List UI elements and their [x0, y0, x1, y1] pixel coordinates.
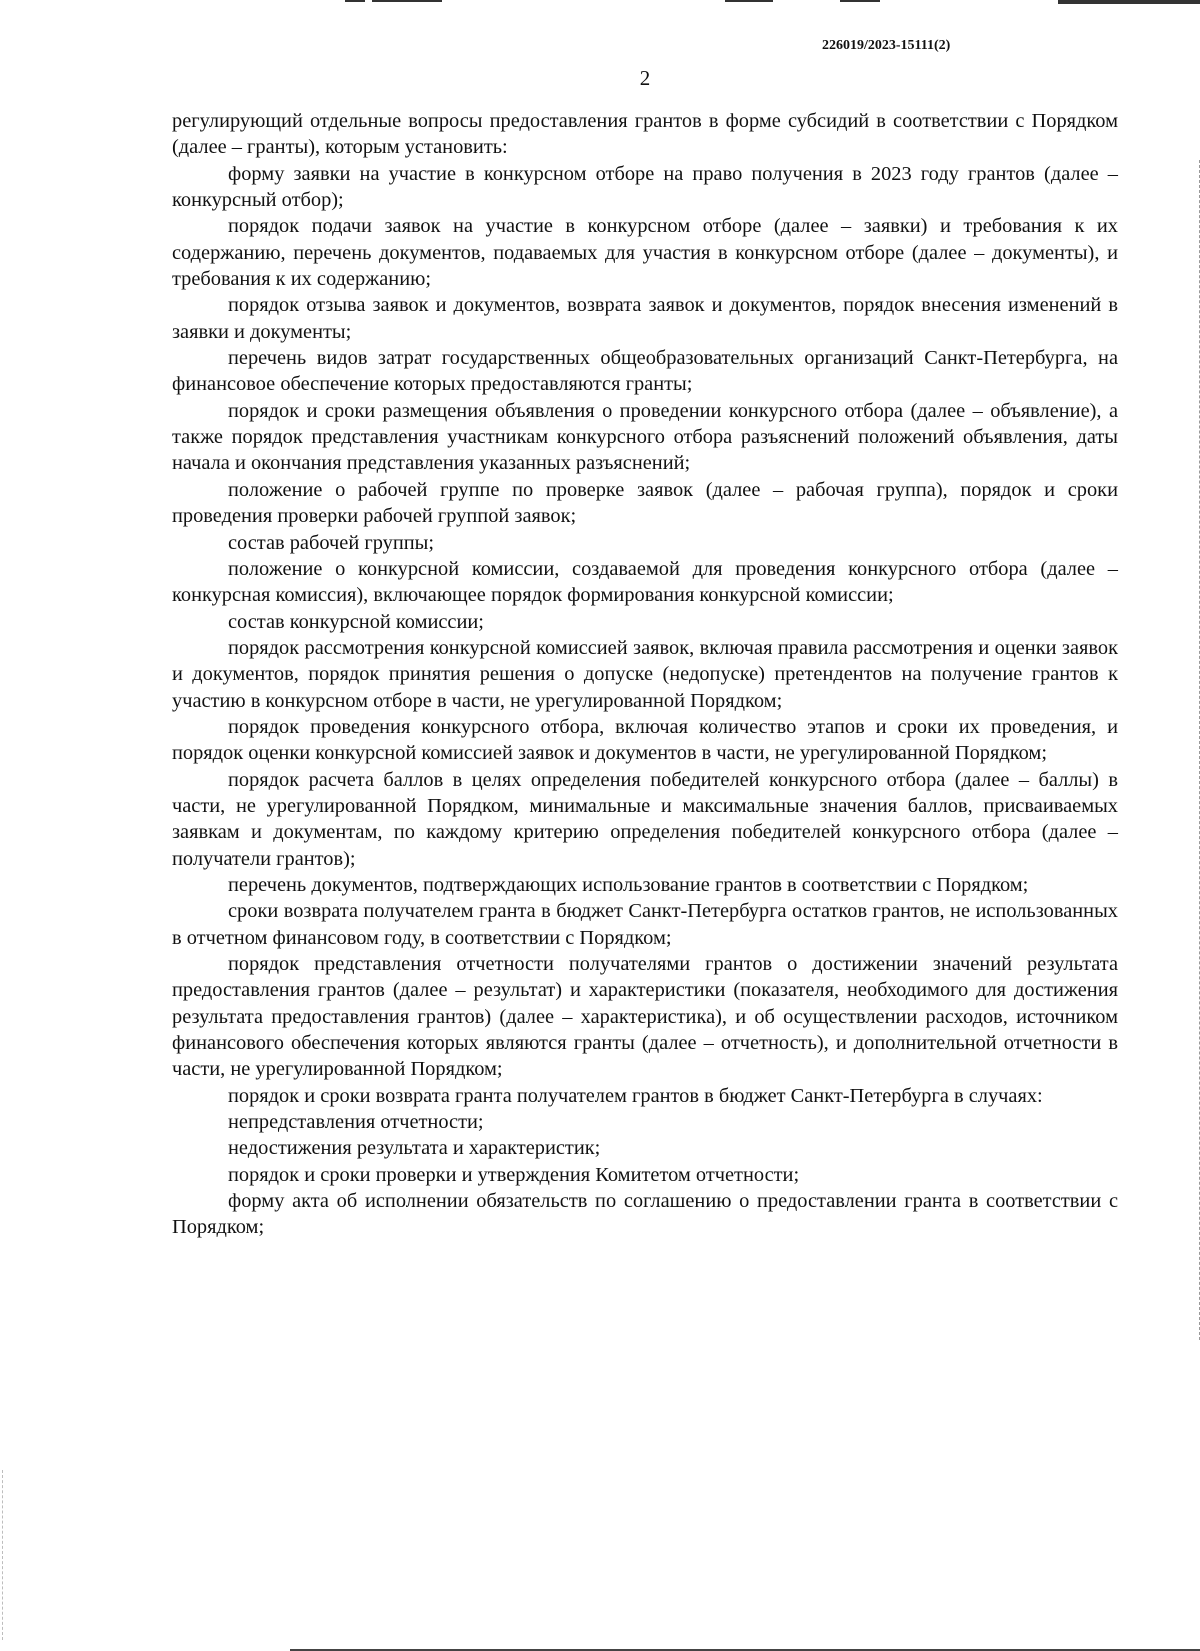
- paragraph: регулирующий отдельные вопросы предоставления грантов в форме субсидий в соответствии с Порядком (далее – гранты), которым установить:: [172, 110, 1118, 159]
- paragraph: порядок и сроки размещения объявления о проведении конкурсного отбора (далее – объявление), а также порядок представления участникам конкурсного отбора разъяснений положений объявления, даты начала и окончания представления указанных разъяснений;: [172, 399, 1118, 475]
- scan-artifact: [372, 0, 442, 2]
- paragraph: порядок отзыва заявок и документов, возврата заявок и документов, порядок внесения изменений в заявки и документы;: [172, 294, 1118, 343]
- page-number: 2: [639, 66, 651, 90]
- scan-left-edge: [2, 1470, 4, 1640]
- paragraph: форму акта об исполнении обязательств по соглашению о предоставлении гранта в соответствии с Порядком;: [172, 1190, 1118, 1239]
- paragraph: сроки возврата получателем гранта в бюджет Санкт-Петербурга остатков грантов, не использованных в отчетном финансовом году, в соответствии с Порядком;: [172, 900, 1118, 949]
- scan-artifact: [840, 0, 880, 2]
- paragraph: положение о конкурсной комиссии, создаваемой для проведения конкурсного отбора (далее – конкурсная комиссия), включающее порядок формирования конкурсной комиссии;: [172, 557, 1118, 607]
- paragraph: порядок подачи заявок на участие в конкурсном отборе (далее – заявки) и требования к их содержанию, перечень документов, подаваемых для участия в конкурсном отборе (далее – документы), и требования к их содержанию;: [172, 215, 1118, 291]
- paragraph: порядок представления отчетности получателями грантов о достижении значений результата предоставления грантов (далее – результат) и характеристики (показателя, необходимого для достижения результата предоставления грантов) (далее – характеристика), и об осуществлении расходов, источником финансового обеспечения которых являются гранты (далее – отчетность), и дополнительной отчетности в части, не урегулированной Порядком;: [172, 953, 1118, 1081]
- paragraph: порядок и сроки проверки и утверждения Комитетом отчетности;: [228, 1163, 800, 1186]
- scan-artifact: [345, 0, 365, 2]
- scan-artifact: [725, 0, 773, 2]
- paragraph: порядок проведения конкурсного отбора, включая количество этапов и сроки их проведения, и порядок оценки конкурсной комиссией заявок и документов в части, не урегулированной Порядком;: [172, 715, 1118, 765]
- paragraph: форму заявки на участие в конкурсном отборе на право получения в 2023 году грантов (далее – конкурсный отбор);: [172, 162, 1118, 212]
- scan-artifact: [1058, 0, 1200, 4]
- scan-top-edge: [0, 0, 1200, 8]
- document-body: [172, 108, 1118, 1241]
- paragraph: перечень документов, подтверждающих использование грантов в соответствии с Порядком;: [228, 873, 1029, 896]
- paragraph: недостижения результата и характеристик;: [228, 1137, 601, 1160]
- paragraph: порядок расчета баллов в целях определения победителей конкурсного отбора (далее – баллы) в части, не урегулированной Порядком, минимальные и максимальные значения баллов, присваиваемых заявкам и документам, по каждому критерию определения победителей конкурсного отбора (далее – получатели грантов);: [172, 768, 1118, 870]
- paragraph: порядок и сроки возврата гранта получателем грантов в бюджет Санкт-Петербурга в случаях:: [228, 1084, 1043, 1107]
- paragraph: перечень видов затрат государственных общеобразовательных организаций Санкт-Петербурга, на финансовое обеспечение которых предоставляются гранты;: [172, 347, 1118, 396]
- paragraph: положение о рабочей группе по проверке заявок (далее – рабочая группа), порядок и сроки проведения проверки рабочей группой заявок;: [172, 478, 1118, 528]
- paragraph: состав конкурсной комиссии;: [228, 610, 484, 633]
- document-registration-number: 226019/2023-15111(2): [822, 38, 951, 53]
- paragraph: состав рабочей группы;: [228, 531, 435, 554]
- paragraph: непредставления отчетности;: [228, 1111, 484, 1134]
- paragraph: порядок рассмотрения конкурсной комиссией заявок, включая правила рассмотрения и оценки заявок и документов, порядок принятия решения о допуске (недопуске) претендентов на получение грантов к участию в конкурсном отборе в части, не урегулированной Порядком;: [172, 636, 1118, 712]
